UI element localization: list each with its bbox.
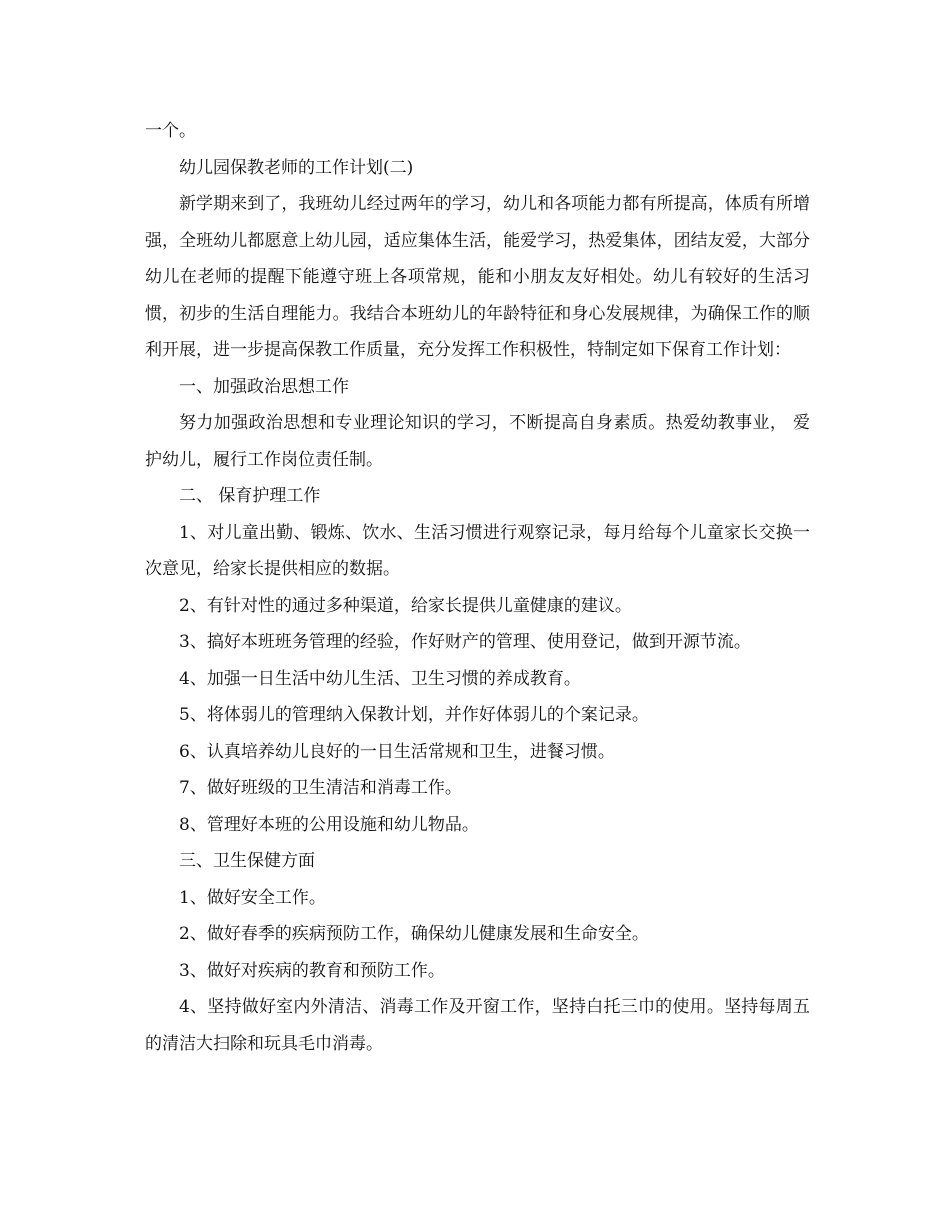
health-item-1: 1、做好安全工作。 — [179, 887, 326, 908]
section-title: 幼儿园保教老师的工作计划(二) — [179, 157, 414, 178]
document-body — [145, 113, 810, 1062]
care-item-6: 6、认真培养幼儿良好的一日生活常规和卫生，进餐习惯。 — [179, 741, 615, 762]
health-item-4: 4、坚持做好室内外清洁、消毒工作及开窗工作，坚持白托三巾的使用。坚持每周五的清洁大扫除和玩具毛巾消毒。 — [145, 997, 810, 1054]
care-item-4: 4、加强一日生活中幼儿生活、卫生习惯的养成教育。 — [179, 668, 581, 689]
care-item-8: 8、管理好本班的公用设施和幼儿物品。 — [179, 814, 479, 835]
heading-health-care: 三、卫生保健方面 — [179, 851, 315, 871]
care-item-7: 7、做好班级的卫生清洁和消毒工作。 — [179, 778, 462, 798]
paragraph-continuation: 一个。 — [145, 121, 196, 141]
heading-political-work: 一、加强政治思想工作 — [179, 376, 349, 397]
heading-care-work: 二、 保育护理工作 — [179, 486, 321, 506]
care-item-1: 1、对儿童出勤、锻炼、饮水、生活习惯进行观察记录，每月给每个儿童家长交换一次意见，给家长提供相应的数据。 — [145, 522, 810, 579]
care-item-2: 2、有针对性的通过多种渠道，给家长提供儿童健康的建议。 — [179, 595, 632, 616]
health-item-3: 3、做好对疾病的教育和预防工作。 — [179, 960, 445, 981]
intro-paragraph: 新学期来到了，我班幼儿经过两年的学习，幼儿和各项能力都有所提高，体质有所增强，全班幼儿都愿意上幼儿园，适应集体生活，能爱学习，热爱集体，团结友爱，大部分幼儿在老师的提醒下能遵守班上各项常规，能和小朋友友好相处。幼儿有较好的生活习惯，初步的生活自理能力。我结合本班幼儿的年龄特征和身心发展规律，为确保工作的顺利开展，进一步提高保教工作质量，充分发挥工作积极性，特制定如下保育工作计划： — [145, 194, 810, 360]
political-work-paragraph: 努力加强政治思想和专业理论知识的学习，不断提高自身素质。热爱幼教事业， 爱护幼儿，履行工作岗位责任制。 — [145, 413, 810, 470]
care-item-3: 3、搞好本班班务管理的经验，作好财产的管理、使用登记，做到开源节流。 — [179, 632, 751, 652]
health-item-2: 2、做好春季的疾病预防工作，确保幼儿健康发展和生命安全。 — [179, 924, 649, 944]
care-item-5: 5、将体弱儿的管理纳入保教计划，并作好体弱儿的个案记录。 — [179, 705, 649, 725]
